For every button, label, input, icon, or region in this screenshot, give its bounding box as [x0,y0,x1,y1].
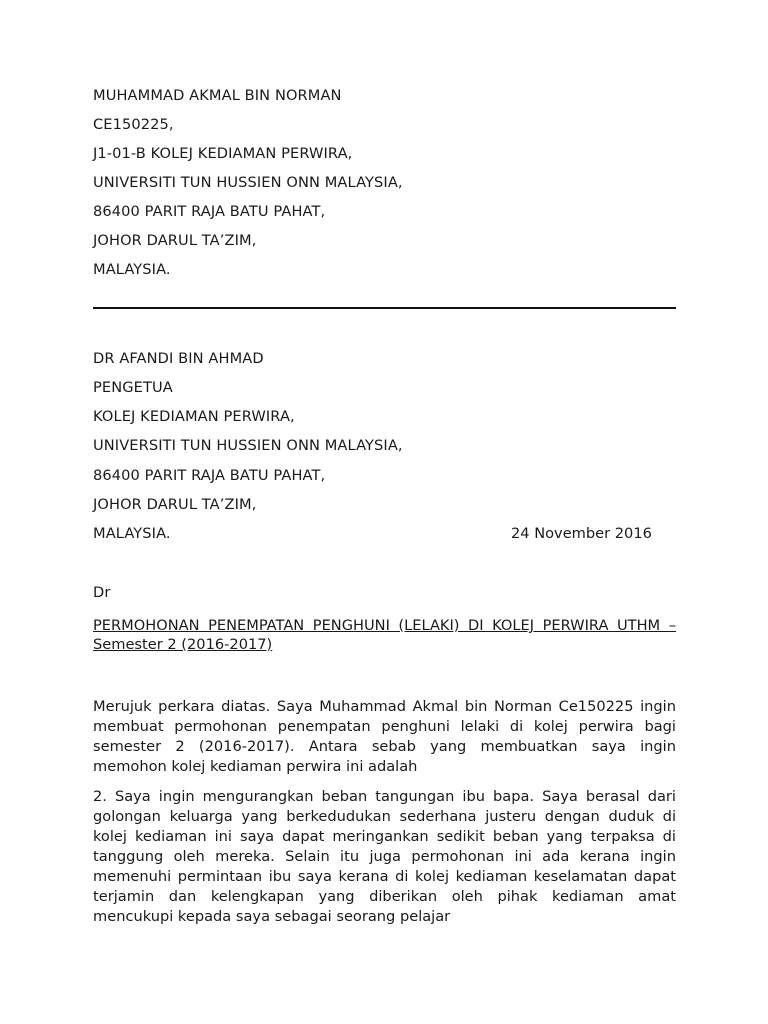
header-divider [93,307,676,309]
recipient-address-line-4: JOHOR DARUL TA’ZIM, [93,496,257,513]
body-paragraph-1: Merujuk perkara diatas. Saya Muhammad Akmal bin Norman Ce150225 ingin membuat permohonan penempatan penghuni lelaki di kolej perwira bagi semester 2 (2016-2017). Antara sebab yang membuatkan saya ingin memohon kolej kediaman perwira ini adalah [93,698,676,775]
salutation: Dr [93,584,111,601]
recipient-address-line-3: 86400 PARIT RAJA BATU PAHAT, [93,467,326,484]
recipient-address-line-5: MALAYSIA. [93,525,171,542]
recipient-title: PENGETUA [93,379,173,396]
sender-name: MUHAMMAD AKMAL BIN NORMAN [93,87,342,104]
letter-date: 24 November 2016 [511,525,652,542]
recipient-name: DR AFANDI BIN AHMAD [93,350,264,367]
subject-line: PERMOHONAN PENEMPATAN PENGHUNI (LELAKI) DI KOLEJ PERWIRA UTHM –Semester 2 (2016-2017) [93,617,676,653]
recipient-address-line-1: KOLEJ KEDIAMAN PERWIRA, [93,408,295,425]
sender-address-line-1: J1-01-B KOLEJ KEDIAMAN PERWIRA, [93,145,353,162]
sender-address-line-5: MALAYSIA. [93,261,171,278]
sender-address-line-3: 86400 PARIT RAJA BATU PAHAT, [93,203,326,220]
sender-address-line-4: JOHOR DARUL TA’ZIM, [93,232,257,249]
sender-id: CE150225, [93,116,174,133]
recipient-address-line-2: UNIVERSITI TUN HUSSIEN ONN MALAYSIA, [93,437,403,454]
sender-address-line-2: UNIVERSITI TUN HUSSIEN ONN MALAYSIA, [93,174,403,191]
body-paragraph-2: 2. Saya ingin mengurangkan beban tangungan ibu bapa. Saya berasal dari golongan keluarga yang berkedudukan sederhana justeru dengan duduk di kolej kediaman ini saya dapat meringankan sedikit beban yang terpaksa di tanggung oleh mereka. Selain itu juga permohonan ini ada kerana ingin memenuhi permintaan ibu saya kerana di kolej kediaman keselamatan dapat terjamin dan kelengkapan yang diberikan oleh pihak kediaman amat mencukupi kepada saya sebagai seorang pelajar [93,788,676,925]
